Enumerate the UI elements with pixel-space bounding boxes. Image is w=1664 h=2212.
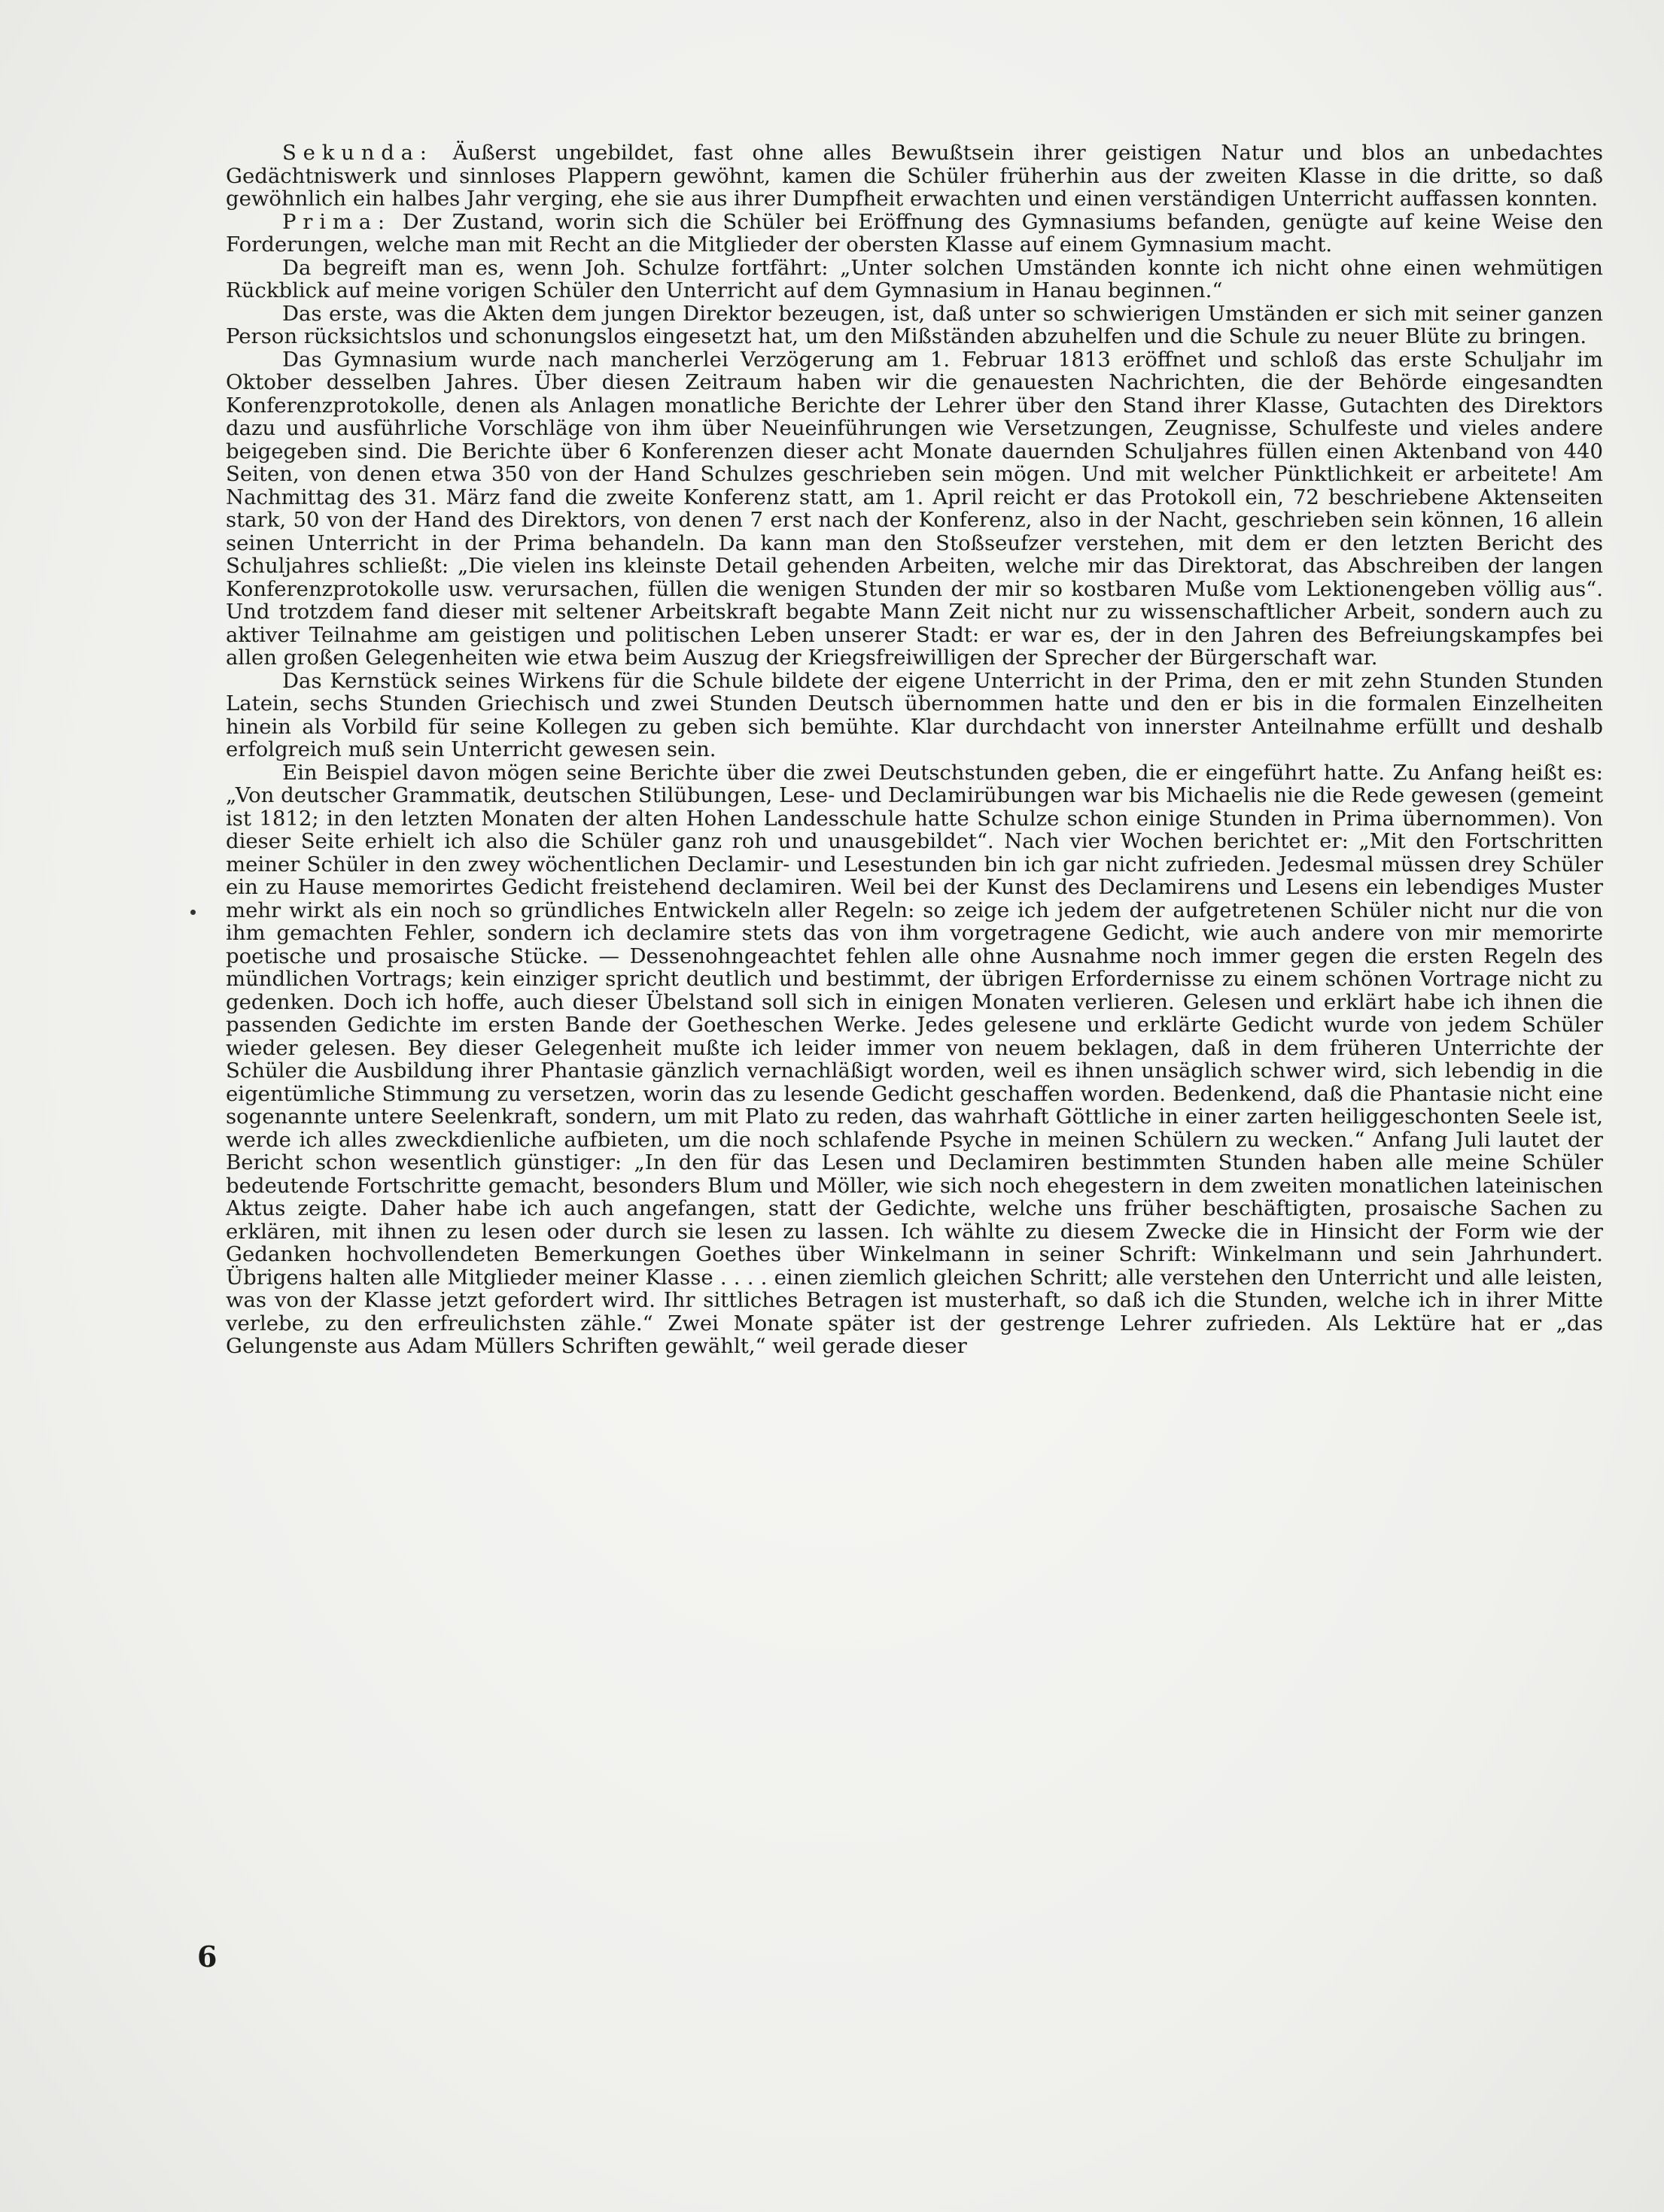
paragraph-text: Das Kernstück seines Wirkens für die Schule bildete der eigene Unterricht in der Prima, den er mit zehn Stunden Stunden Latein, sechs Stunden Griechisch und zwei Stunden Deutsch übernommen hatte und den er bis in die formalen Einzelheiten hinein als Vorbild für seine Kollegen zu geben sich bemühte. Klar durchdacht von innerster Anteilnahme erfüllt und deshalb erfolgreich muß sein Unterricht gewesen sein.	[226, 668, 1603, 761]
paragraph-text: Ein Beispiel davon mögen seine Berichte über die zwei Deutschstunden geben, die er eingeführt hatte. Zu Anfang heißt es: „Von deutscher Grammatik, deutschen Stilübungen, Lese- und Declamirübungen war bis Michaelis nie die Rede gewesen (gemeint ist 1812; in den letzten Monaten der alten Hohen Landesschule hatte Schulze schon einige Stunden in Prima übernommen). Von dieser Seite erhielt ich also die Schüler ganz roh und unausgebildet“. Nach vier Wochen berichtet er: „Mit den Fortschritten meiner Schüler in den zwey wöchentlichen Declamir- und Lesestunden bin ich gar nicht zufrieden. Jedesmal müssen drey Schüler ein zu Hause memorirtes Gedicht freistehend declamiren. Weil bei der Kunst des Declamirens und Lesens ein lebendiges Muster mehr wirkt als ein noch so gründliches Entwickeln aller Regeln: so zeige ich jedem der aufgetretenen Schüler nicht nur die von ihm gemachten Fehler, sondern ich declamire stets das von ihm vorgetragene Gedicht, wie auch andere von mir memorirte poetische und prosaische Stücke. — Dessenohngeachtet fehlen alle ohne Ausnahme noch immer gegen die ersten Regeln des mündlichen Vortrags; kein einziger spricht deutlich und bestimmt, der übrigen Erfordernisse zu einem schönen Vortrage nicht zu gedenken. Doch ich hoffe, auch dieser Übelstand soll sich in einigen Monaten verlieren. Gelesen und erklärt habe ich ihnen die passenden Gedichte im ersten Bande der Goetheschen Werke. Jedes gelesene und erklärte Gedicht wurde von jedem Schüler wieder gelesen. Bey dieser Gelegenheit mußte ich leider immer von neuem beklagen, daß in dem früheren Unterrichte der Schüler die Ausbildung ihrer Phantasie gänzlich vernachläßigt worden, weil es ihnen unsäglich schwer wird, sich lebendig in die eigentümliche Stimmung zu versetzen, worin das zu lesende Gedicht geschaffen worden. Bedenkend, daß die Phantasie nicht eine sogenannte untere Seelenkraft, sondern, um mit Plato zu reden, das wahrhaft Göttliche in einer zarten heiliggeschonten Seele ist, werde ich alles zweckdienliche aufbieten, um die noch schlafende Psyche in meinen Schülern zu wecken.“ Anfang Juli lautet der Bericht schon wesentlich günstiger: „In den für das Lesen und Declamiren bestimmten Stunden haben alle meine Schüler bedeutende Fortschritte gemacht, besonders Blum und Möller, wie sich noch ehegestern in dem zweiten monatlichen lateinischen Aktus zeigte. Daher habe ich auch angefangen, statt der Gedichte, welche uns früher beschäftigten, prosaische Sachen zu erklären, mit ihnen zu lesen oder durch sie lesen zu lassen. Ich wählte zu diesem Zwecke die in Hinsicht der Form wie der Gedanken hochvollendeten Bemerkungen Goethes über Winkelmann in seiner Schrift: Winkelmann und sein Jahrhundert. Übrigens halten alle Mitglieder meiner Klasse . . . . einen ziemlich gleichen Schritt; alle verstehen den Unterricht und alle leisten, was von der Klasse jetzt gefordert wird. Ihr sittliches Betragen ist musterhaft, so daß ich die Stunden, welche ich in ihrer Mitte verlebe, zu den erfreulichsten zähle.“ Zwei Monate später ist der gestrenge Lehrer zufrieden. Als Lektüre hat er „das Gelungenste aus Adam Müllers Schriften gewählt,“ weil gerade dieser	[226, 760, 1603, 1358]
paragraph	[226, 761, 1603, 1358]
scan-speck	[190, 910, 196, 915]
paragraph	[226, 257, 1603, 302]
section-lead-prima: Prima:	[282, 209, 391, 234]
section-lead-sekunda: Sekunda:	[282, 141, 433, 165]
paragraph-text: Da begreift man es, wenn Joh. Schulze fortfährt: „Unter solchen Umständen konnte ich nicht ohne einen wehmütigen Rückblick auf meine vorigen Schüler den Unterricht auf dem Gymnasium in Hanau beginnen.“	[226, 255, 1603, 302]
paragraph	[226, 670, 1603, 761]
paragraph-text: Das erste, was die Akten dem jungen Direktor bezeugen, ist, daß unter so schwierigen Umständen er sich mit seiner ganzen Person rücksichtslos und schonungslos eingesetzt hat, um den Mißständen abzuhelfen und die Schule zu neuer Blüte zu bringen.	[226, 301, 1603, 348]
body-text	[226, 141, 1603, 1358]
paragraph	[226, 302, 1603, 348]
page-number: 6	[197, 1940, 218, 1973]
paragraph-text: Der Zustand, worin sich die Schüler bei Eröffnung des Gymnasiums befanden, genügte auf keine Weise den Forderungen, welche man mit Recht an die Mitglieder der obersten Klasse auf einem Gymnasium macht.	[226, 209, 1603, 257]
paragraph-prima	[226, 211, 1603, 257]
paragraph-text: Das Gymnasium wurde nach mancherlei Verzögerung am 1. Februar 1813 eröffnet und schloß das erste Schuljahr im Oktober desselben Jahres. Über diesen Zeitraum haben wir die genauesten Nachrichten, die der Behörde eingesandten Konferenzprotokolle, denen als Anlagen monatliche Berichte der Lehrer über den Stand ihrer Klasse, Gutachten des Direktors dazu und ausführliche Vorschläge von ihm über Neueinführungen wie Versetzungen, Zeugnisse, Schulfeste und vieles andere beigegeben sind. Die Berichte über 6 Konferenzen dieser acht Monate dauernden Schuljahres füllen einen Aktenband von 440 Seiten, von denen etwa 350 von der Hand Schulzes geschrieben sein mögen. Und mit welcher Pünktlichkeit er arbeitete! Am Nachmittag des 31. März fand die zweite Konferenz statt, am 1. April reicht er das Protokoll ein, 72 beschriebene Aktenseiten stark, 50 von der Hand des Direktors, von denen 7 erst nach der Konferenz, also in der Nacht, geschrieben sein können, 16 allein seinen Unterricht in der Prima behandeln. Da kann man den Stoßseufzer verstehen, mit dem er den letzten Bericht des Schuljahres schließt: „Die vielen ins kleinste Detail gehenden Arbeiten, welche mir das Direktorat, das Abschreiben der langen Konferenzprotokolle usw. verursachen, füllen die wenigen Stunden der mir so kostbaren Muße vom Lektionengeben völlig aus“. Und trotzdem fand dieser mit seltener Arbeitskraft begabte Mann Zeit nicht nur zu wissenschaftlicher Arbeit, sondern auch zu aktiver Teilnahme am geistigen und politischen Leben unserer Stadt: er war es, der in den Jahren des Befreiungskampfes bei allen großen Gelegenheiten wie etwa beim Auszug der Kriegsfreiwilligen der Sprecher der Bürgerschaft war.	[226, 347, 1603, 670]
paragraph-sekunda	[226, 141, 1603, 211]
paragraph-text: Äußerst ungebildet, fast ohne alles Bewußtsein ihrer geistigen Natur und blos an unbedachtes Gedächtniswerk und sinnloses Plappern gewöhnt, kamen die Schüler früherhin aus der zweiten Klasse in die dritte, so daß gewöhnlich ein halbes Jahr verging, ehe sie aus ihrer Dumpfheit erwachten und einen verständigen Unterricht auffassen konnten.	[226, 141, 1603, 211]
paragraph	[226, 348, 1603, 670]
